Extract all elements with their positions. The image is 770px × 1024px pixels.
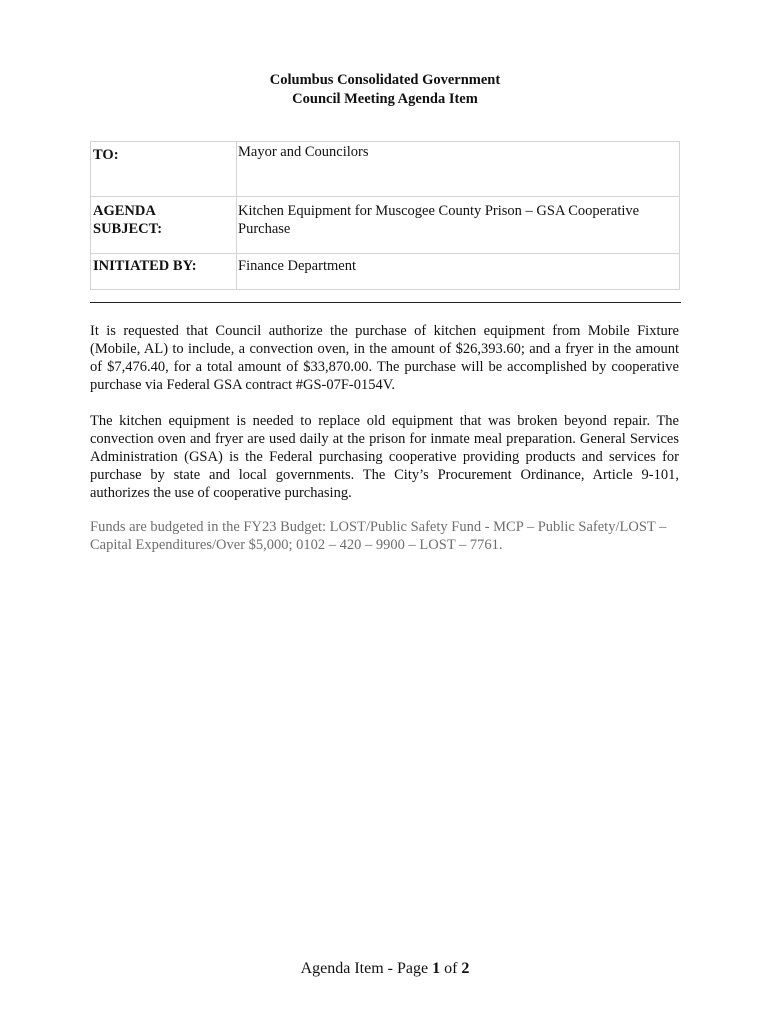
header-organization: Columbus Consolidated Government [269, 72, 501, 88]
subject-label [91, 197, 237, 254]
subject-label-line1: AGENDA [93, 203, 156, 219]
initiated-value: Finance Department [237, 254, 680, 290]
table-row-to [91, 142, 680, 197]
body-paragraph-justification: The kitchen equipment is needed to replace old equipment that was broken beyond repair. The convection oven and fryer are used daily at the prison for inmate meal preparation. General Services Administration (GSA) is the Federal purchasing cooperative providing products and services for purchase by state and local governments. The City’s Procurement Ordinance, Article 9-101, authorizes the use of cooperative purchasing. [90, 413, 679, 501]
initiated-label: INITIATED BY: [91, 254, 237, 290]
to-value: Mayor and Councilors [237, 142, 680, 197]
body-paragraph-request: It is requested that Council authorize the purchase of kitchen equipment from Mobile Fixture (Mobile, AL) to include, a convection oven, in the amount of $26,393.60; and a fryer in the amount of $7,476.40, for a total amount of $33,870.00. The purchase will be accomplished by cooperative purchase via Federal GSA contract #GS-07F-0154V. [90, 323, 679, 393]
header-title: Council Meeting Agenda Item [292, 91, 478, 107]
footer-page-total: 2 [461, 960, 470, 977]
table-row-initiated [91, 254, 680, 290]
subject-label-line2: SUBJECT: [93, 221, 163, 237]
horizontal-divider [90, 302, 681, 303]
footer-of: of [440, 960, 462, 977]
footer-page-number: 1 [432, 960, 441, 977]
subject-value: Kitchen Equipment for Muscogee County Prison – GSA Cooperative Purchase [237, 197, 680, 254]
footer-prefix: Agenda Item - Page [300, 960, 433, 977]
to-label: TO: [91, 142, 237, 197]
agenda-info-table [90, 141, 680, 290]
document-header [0, 71, 770, 109]
page-footer [0, 959, 770, 979]
body-paragraph-funding: Funds are budgeted in the FY23 Budget: LOST/Public Safety Fund - MCP – Public Safety/LOST – Capital Expenditures/Over $5,000; 0102 – 420 – 9900 – LOST – 7761. [90, 519, 667, 553]
table-row-subject [91, 197, 680, 254]
